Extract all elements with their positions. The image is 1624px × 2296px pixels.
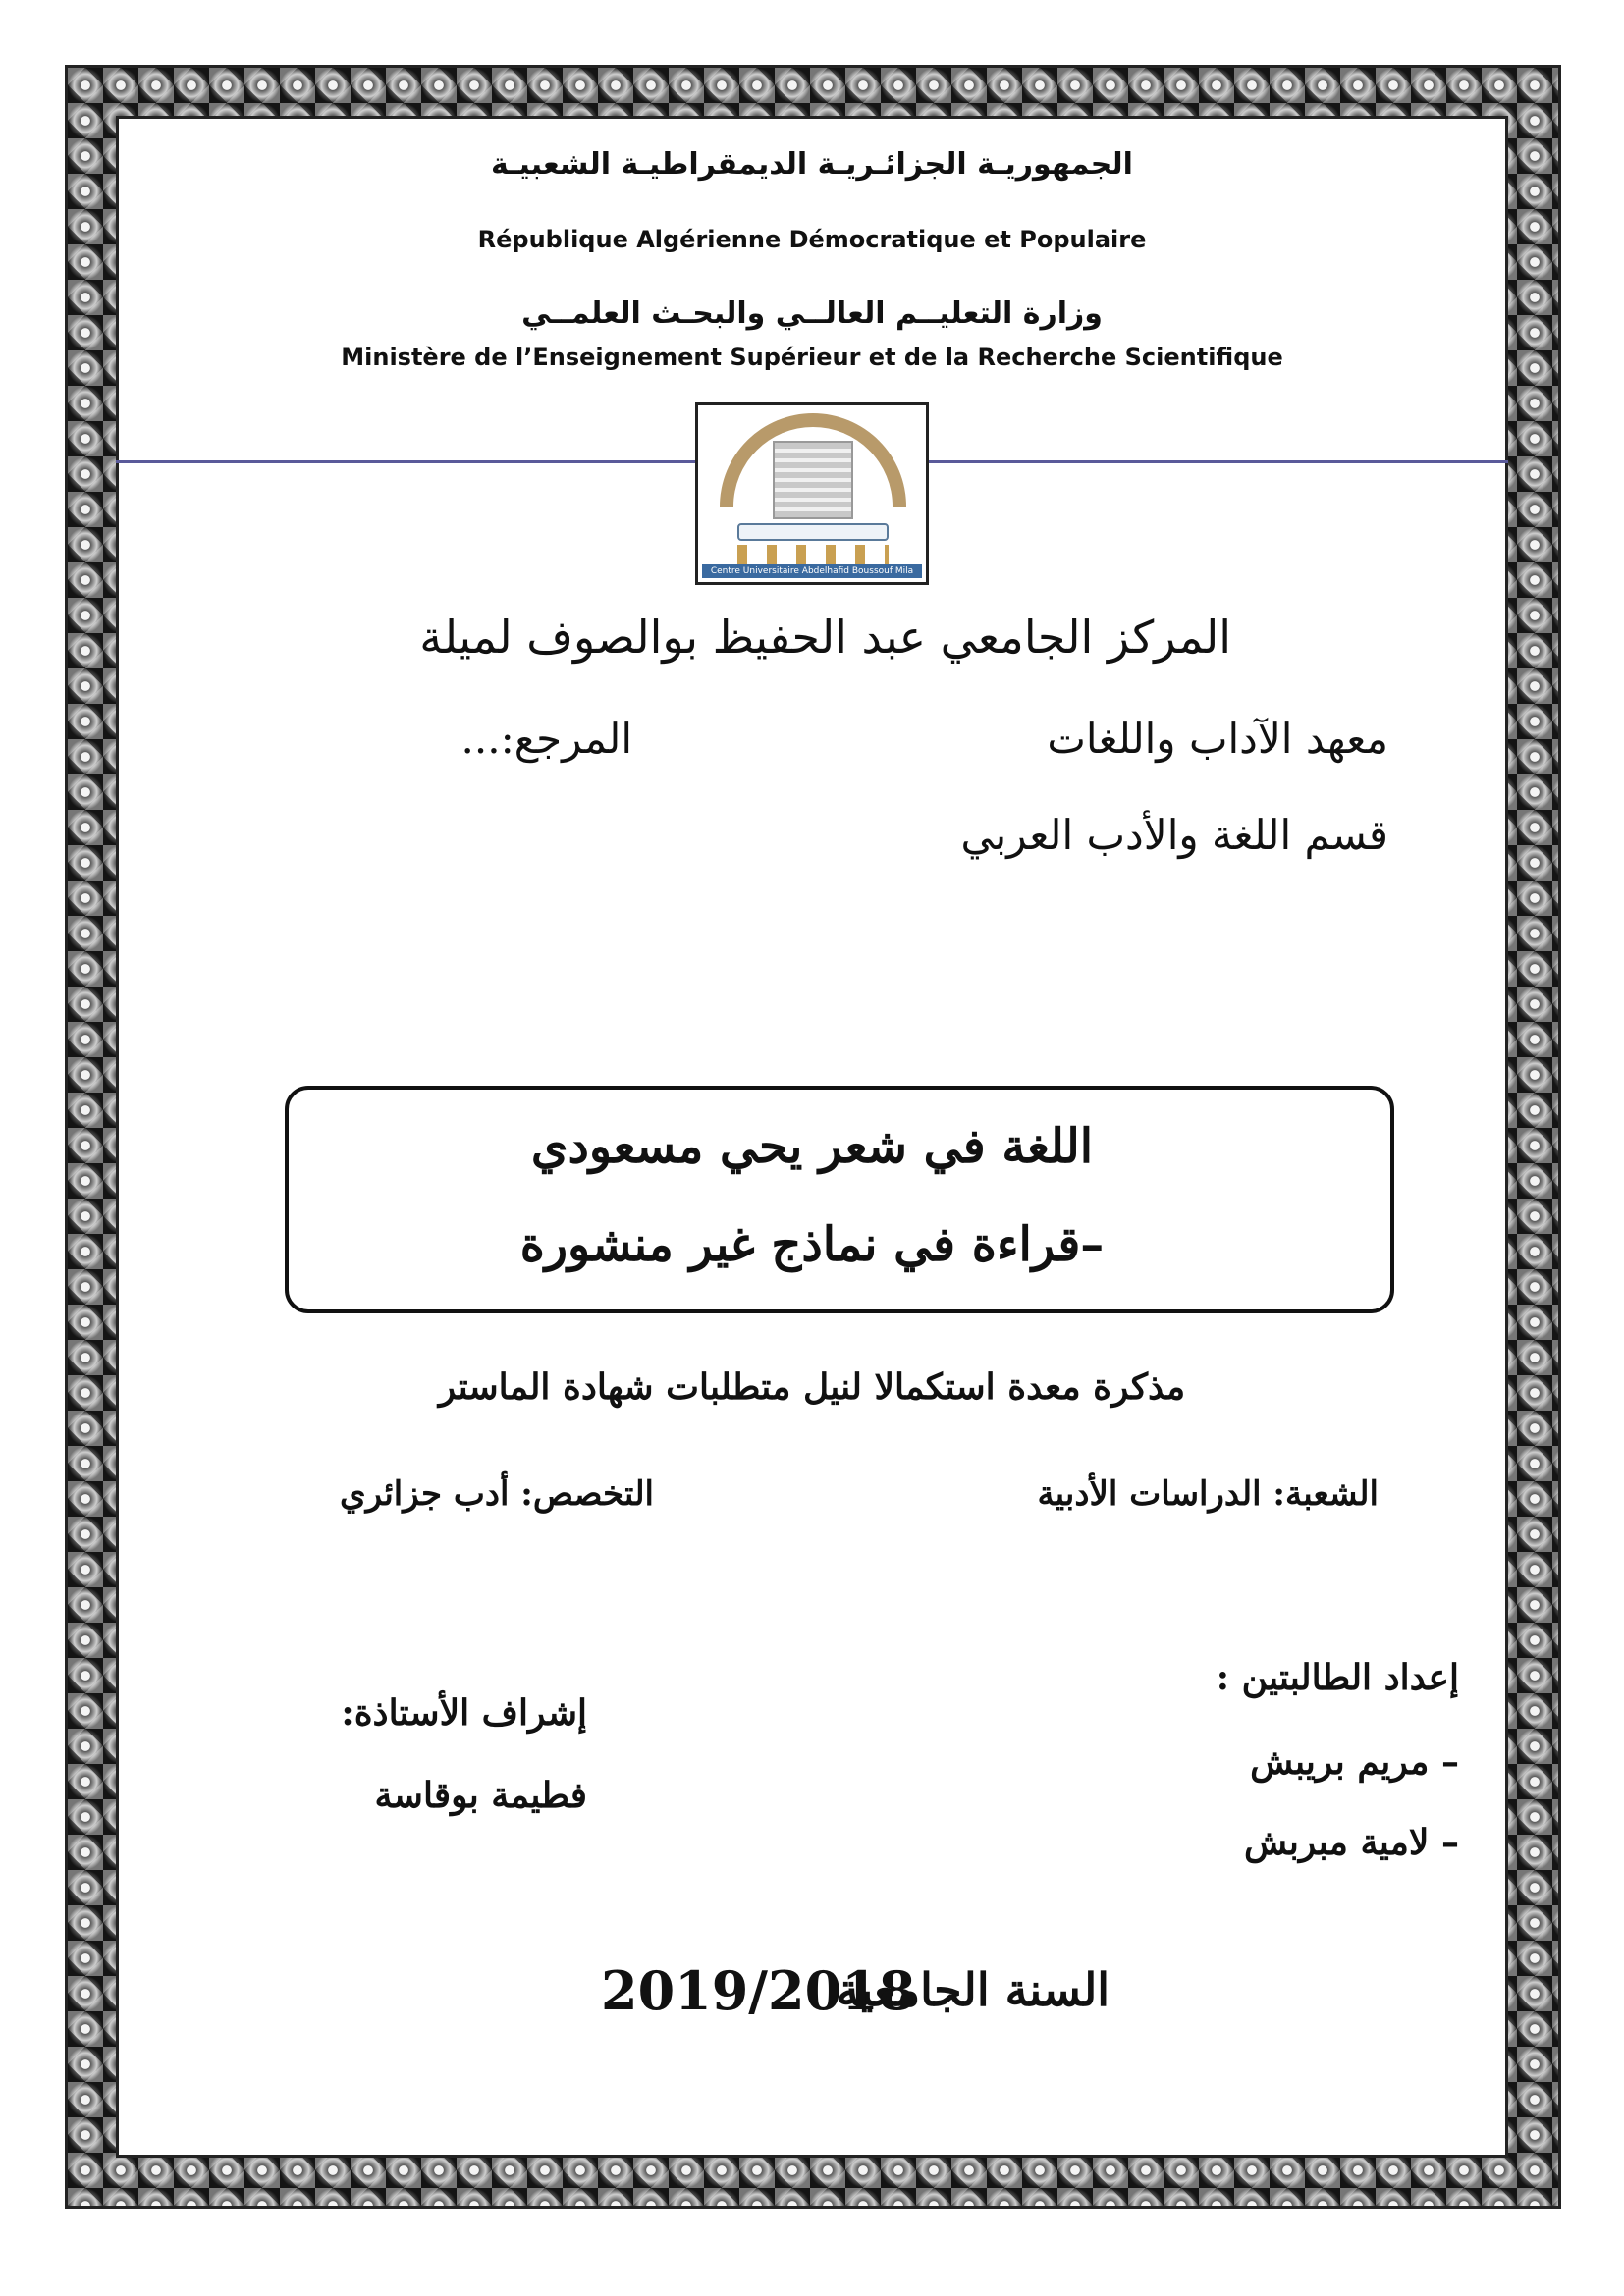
institute-name: معهد الآداب واللغات [1047, 715, 1388, 763]
specialty-field: التخصص: أدب جزائري [339, 1474, 654, 1514]
academic-year-value: 2019/2018 [601, 1959, 916, 2022]
reference-field: المرجع:... [460, 715, 632, 763]
branch-field: الشعبة: الدراسات الأدبية [1037, 1474, 1379, 1514]
department-name: قسم اللغة والأدب العربي [960, 811, 1388, 859]
student-name-2: – لامية مبربش [1244, 1822, 1459, 1863]
ministry-french: Ministère de l’Enseignement Supérieur et de la Recherche Scientifique [341, 344, 1283, 371]
logo-building [773, 441, 853, 519]
republic-french: République Algérienne Démocratique et Populaire [477, 226, 1147, 253]
logo-book [737, 523, 889, 541]
university-center-name: المركز الجامعي عبد الحفيظ بوالصوف لميلة [419, 611, 1231, 664]
thesis-purpose: مذكرة معدة استكمالا لنيل متطلبات شهادة الماستر [438, 1366, 1186, 1408]
supervisor-name: فطيمة بوقاسة [374, 1775, 587, 1816]
supervisor-label: إشراف الأستاذة: [341, 1692, 587, 1734]
academic-year-label: السنة الجامعية [836, 1963, 1110, 2016]
ministry-arabic: وزارة التعليــم العالــي والبحـث العلمــي [521, 296, 1103, 331]
university-logo [695, 402, 929, 585]
thesis-title-line1: اللغة في شعر يحي مسعودي [530, 1119, 1094, 1174]
thesis-title-line2: –قراءة في نماذج غير منشورة [519, 1217, 1105, 1272]
republic-arabic: الجمهوريـة الجزائـريـة الديمقراطيـة الشعبيـة [491, 147, 1133, 182]
students-label: إعداد الطالبتين : [1216, 1657, 1459, 1698]
logo-caption: Centre Universitaire Abdelhafid Boussouf Mila [702, 564, 922, 578]
logo-columns [737, 545, 889, 566]
student-name-1: – مريم بريبش [1250, 1741, 1459, 1783]
